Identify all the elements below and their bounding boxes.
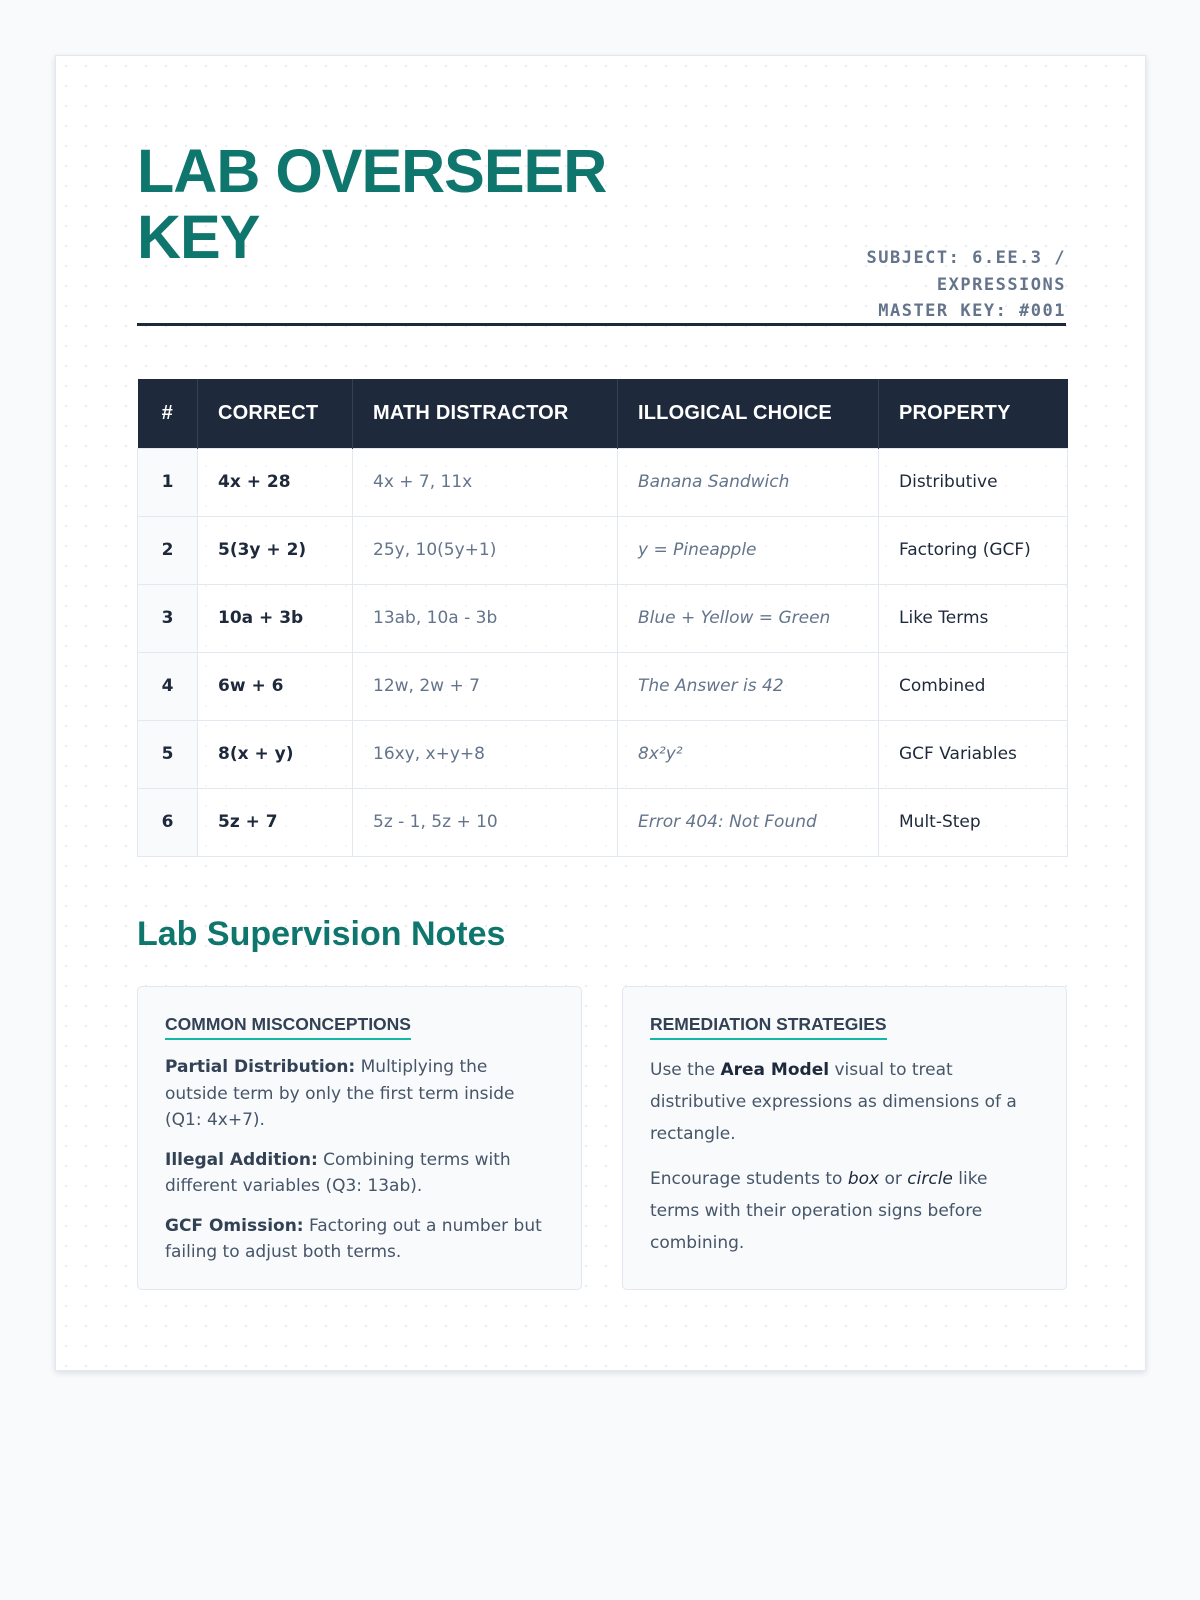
strategy-box-circle: [650, 1163, 1039, 1259]
row-number: 3: [138, 584, 198, 652]
strategy-text: like terms with their operation signs before combining.: [650, 1169, 988, 1253]
misconception-label: Partial Distribution:: [165, 1057, 356, 1077]
math-distractor: 25y, 10(5y+1): [353, 516, 618, 584]
illogical-choice: The Answer is 42: [618, 652, 879, 720]
page-title: [137, 138, 757, 270]
strategy-text: visual to treat distributive expressions as dimensions of a rectangle.: [650, 1060, 1017, 1144]
strategy-emphasis: Area Model: [720, 1060, 830, 1080]
math-distractor: 5z - 1, 5z + 10: [353, 788, 618, 856]
property: Mult-Step: [879, 788, 1068, 856]
table-row: [138, 720, 1068, 788]
illogical-choice: Blue + Yellow = Green: [618, 584, 879, 652]
correct-answer: 8(x + y): [198, 720, 353, 788]
illogical-choice: 8x²y²: [618, 720, 879, 788]
page-header: [137, 137, 1066, 321]
misconception-label: Illegal Addition:: [165, 1149, 318, 1170]
table-header-row: [138, 379, 1068, 448]
strategy-emphasis: circle: [907, 1169, 953, 1189]
math-distractor: 4x + 7, 11x: [353, 448, 618, 516]
strategy-text: Use the: [650, 1060, 721, 1080]
illogical-choice: y = Pineapple: [618, 516, 879, 584]
row-number: 1: [138, 448, 198, 516]
misconception-text: Combining terms with different variables (Q3: 13ab).: [165, 1149, 511, 1196]
subject-line-1: SUBJECT: 6.EE.3 /: [866, 248, 1066, 268]
column-header-property: PROPERTY: [879, 379, 1068, 448]
master-key-label: MASTER KEY: #001: [878, 301, 1066, 321]
table-row: [138, 652, 1068, 720]
misconception-item: [165, 1213, 554, 1266]
misconception-item: [165, 1054, 554, 1134]
answer-key-table: [137, 379, 1068, 857]
strategy-text: or: [879, 1169, 908, 1189]
table-row: [138, 788, 1068, 856]
illogical-choice: Error 404: Not Found: [618, 788, 879, 856]
strategy-area-model: [650, 1054, 1039, 1150]
table-row: [138, 448, 1068, 516]
strategy-emphasis: box: [847, 1169, 880, 1189]
title-line-2: KEY: [137, 203, 260, 271]
correct-answer: 5(3y + 2): [198, 516, 353, 584]
row-number: 4: [138, 652, 198, 720]
column-header-correct: CORRECT: [198, 379, 353, 448]
strategy-text: Encourage students to: [650, 1169, 848, 1189]
property: Combined: [879, 652, 1068, 720]
misconception-label: GCF Omission:: [165, 1215, 304, 1236]
math-distractor: 13ab, 10a - 3b: [353, 584, 618, 652]
column-header-math-distractor: MATH DISTRACTOR: [353, 379, 618, 448]
remediation-heading: REMEDIATION STRATEGIES: [650, 1014, 887, 1040]
title-line-1: LAB OVERSEER: [137, 137, 607, 205]
column-header-illogical-choice: ILLOGICAL CHOICE: [618, 379, 879, 448]
row-number: 5: [138, 720, 198, 788]
misconception-item: [165, 1147, 554, 1200]
property: Distributive: [879, 448, 1068, 516]
misconception-text: Multiplying the outside term by only the first term inside (Q1: 4x+7).: [165, 1057, 515, 1130]
column-header-number: #: [138, 379, 198, 448]
table-row: [138, 516, 1068, 584]
correct-answer: 4x + 28: [198, 448, 353, 516]
row-number: 6: [138, 788, 198, 856]
misconceptions-heading: COMMON MISCONCEPTIONS: [165, 1014, 411, 1040]
correct-answer: 5z + 7: [198, 788, 353, 856]
property: Factoring (GCF): [879, 516, 1068, 584]
illogical-choice: Banana Sandwich: [618, 448, 879, 516]
property: GCF Variables: [879, 720, 1068, 788]
subject-meta: [766, 245, 1066, 325]
header-divider: [137, 323, 1066, 326]
property: Like Terms: [879, 584, 1068, 652]
math-distractor: 12w, 2w + 7: [353, 652, 618, 720]
row-number: 2: [138, 516, 198, 584]
correct-answer: 10a + 3b: [198, 584, 353, 652]
table-row: [138, 584, 1068, 652]
subject-line-2: EXPRESSIONS: [936, 274, 1066, 295]
misconception-text: Factoring out a number but failing to adjust both terms.: [165, 1215, 542, 1262]
answer-key-page: [55, 55, 1146, 1371]
math-distractor: 16xy, x+y+8: [353, 720, 618, 788]
misconceptions-card: [137, 986, 582, 1290]
notes-section-title: Lab Supervision Notes: [137, 915, 506, 953]
correct-answer: 6w + 6: [198, 652, 353, 720]
remediation-card: [622, 986, 1067, 1290]
